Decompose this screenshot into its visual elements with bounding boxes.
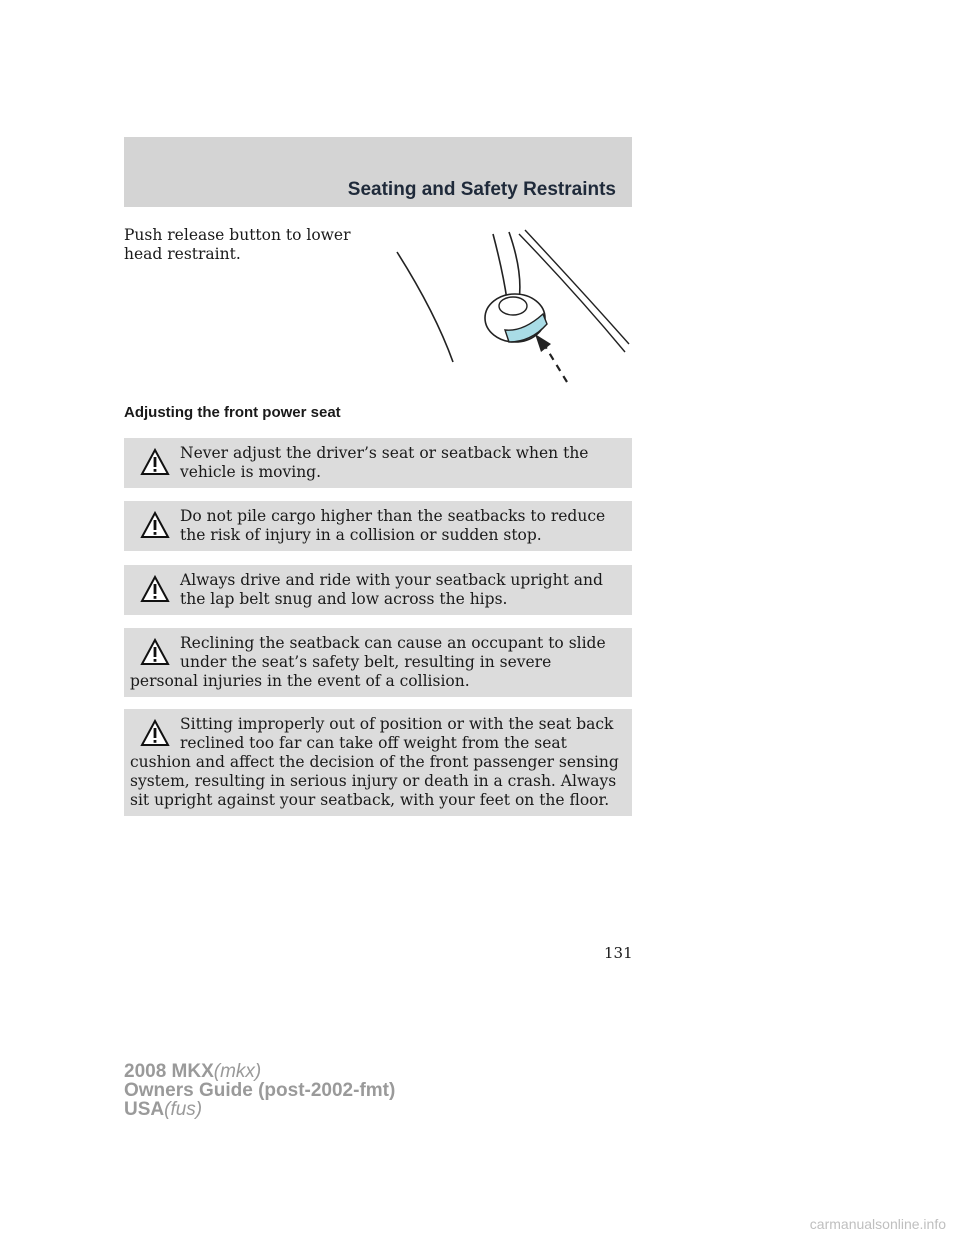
section-header-band: [124, 137, 632, 207]
footer-line-1: 2008 MKX(mkx): [124, 1061, 262, 1082]
watermark: carmanualsonline.info: [809, 1216, 946, 1232]
warning-text: Sitting improperly out of position or with the seat back reclined too far can take off weight from the seat cushion and affect the decision of the front passenger sensing system, resulting in serious injury or death in a crash. Always sit upright against your seatback, with your feet on the floor.: [130, 715, 619, 809]
footer-line-3: USA(fus): [124, 1099, 203, 1120]
warning-triangle-icon: [140, 638, 170, 666]
post-left-line: [493, 234, 507, 300]
warning-box: [124, 501, 632, 551]
seatback-edge-line: [397, 252, 453, 362]
warning-triangle-icon: [140, 575, 170, 603]
warning-text: Always drive and ride with your seatback upright and the lap belt snug and low across the hips.: [180, 571, 603, 608]
footer-line-2: Owners Guide (post-2002-fmt): [124, 1080, 396, 1101]
warning-triangle-icon: [140, 719, 170, 747]
warning-text: Never adjust the driver’s seat or seatback when the vehicle is moving.: [180, 444, 589, 481]
warning-triangle-icon: [140, 511, 170, 539]
warning-triangle-icon: [140, 448, 170, 476]
document-footer: [124, 1062, 395, 1119]
warning-box: [124, 709, 632, 816]
warning-box: [124, 565, 632, 615]
collar-inner: [499, 297, 527, 315]
section-title: Seating and Safety Restraints: [347, 179, 616, 200]
page-number: 131: [604, 944, 633, 962]
post-right-line: [509, 232, 520, 300]
warning-box: [124, 438, 632, 488]
intro-paragraph: Push release button to lower head restraint.: [124, 226, 351, 263]
arrow-shaft: [545, 346, 567, 382]
subheading: Adjusting the front power seat: [124, 404, 341, 421]
arrow-head: [535, 334, 551, 352]
warning-text: Do not pile cargo higher than the seatbacks to reduce the risk of injury in a collision or sudden stop.: [180, 507, 606, 544]
warning-box: [124, 628, 632, 697]
warning-text: Reclining the seatback can cause an occupant to slide under the seat’s safety belt, resulting in severe personal injuries in the event of a collision.: [130, 634, 606, 690]
head-restraint-release-button-diagram: [385, 222, 633, 388]
